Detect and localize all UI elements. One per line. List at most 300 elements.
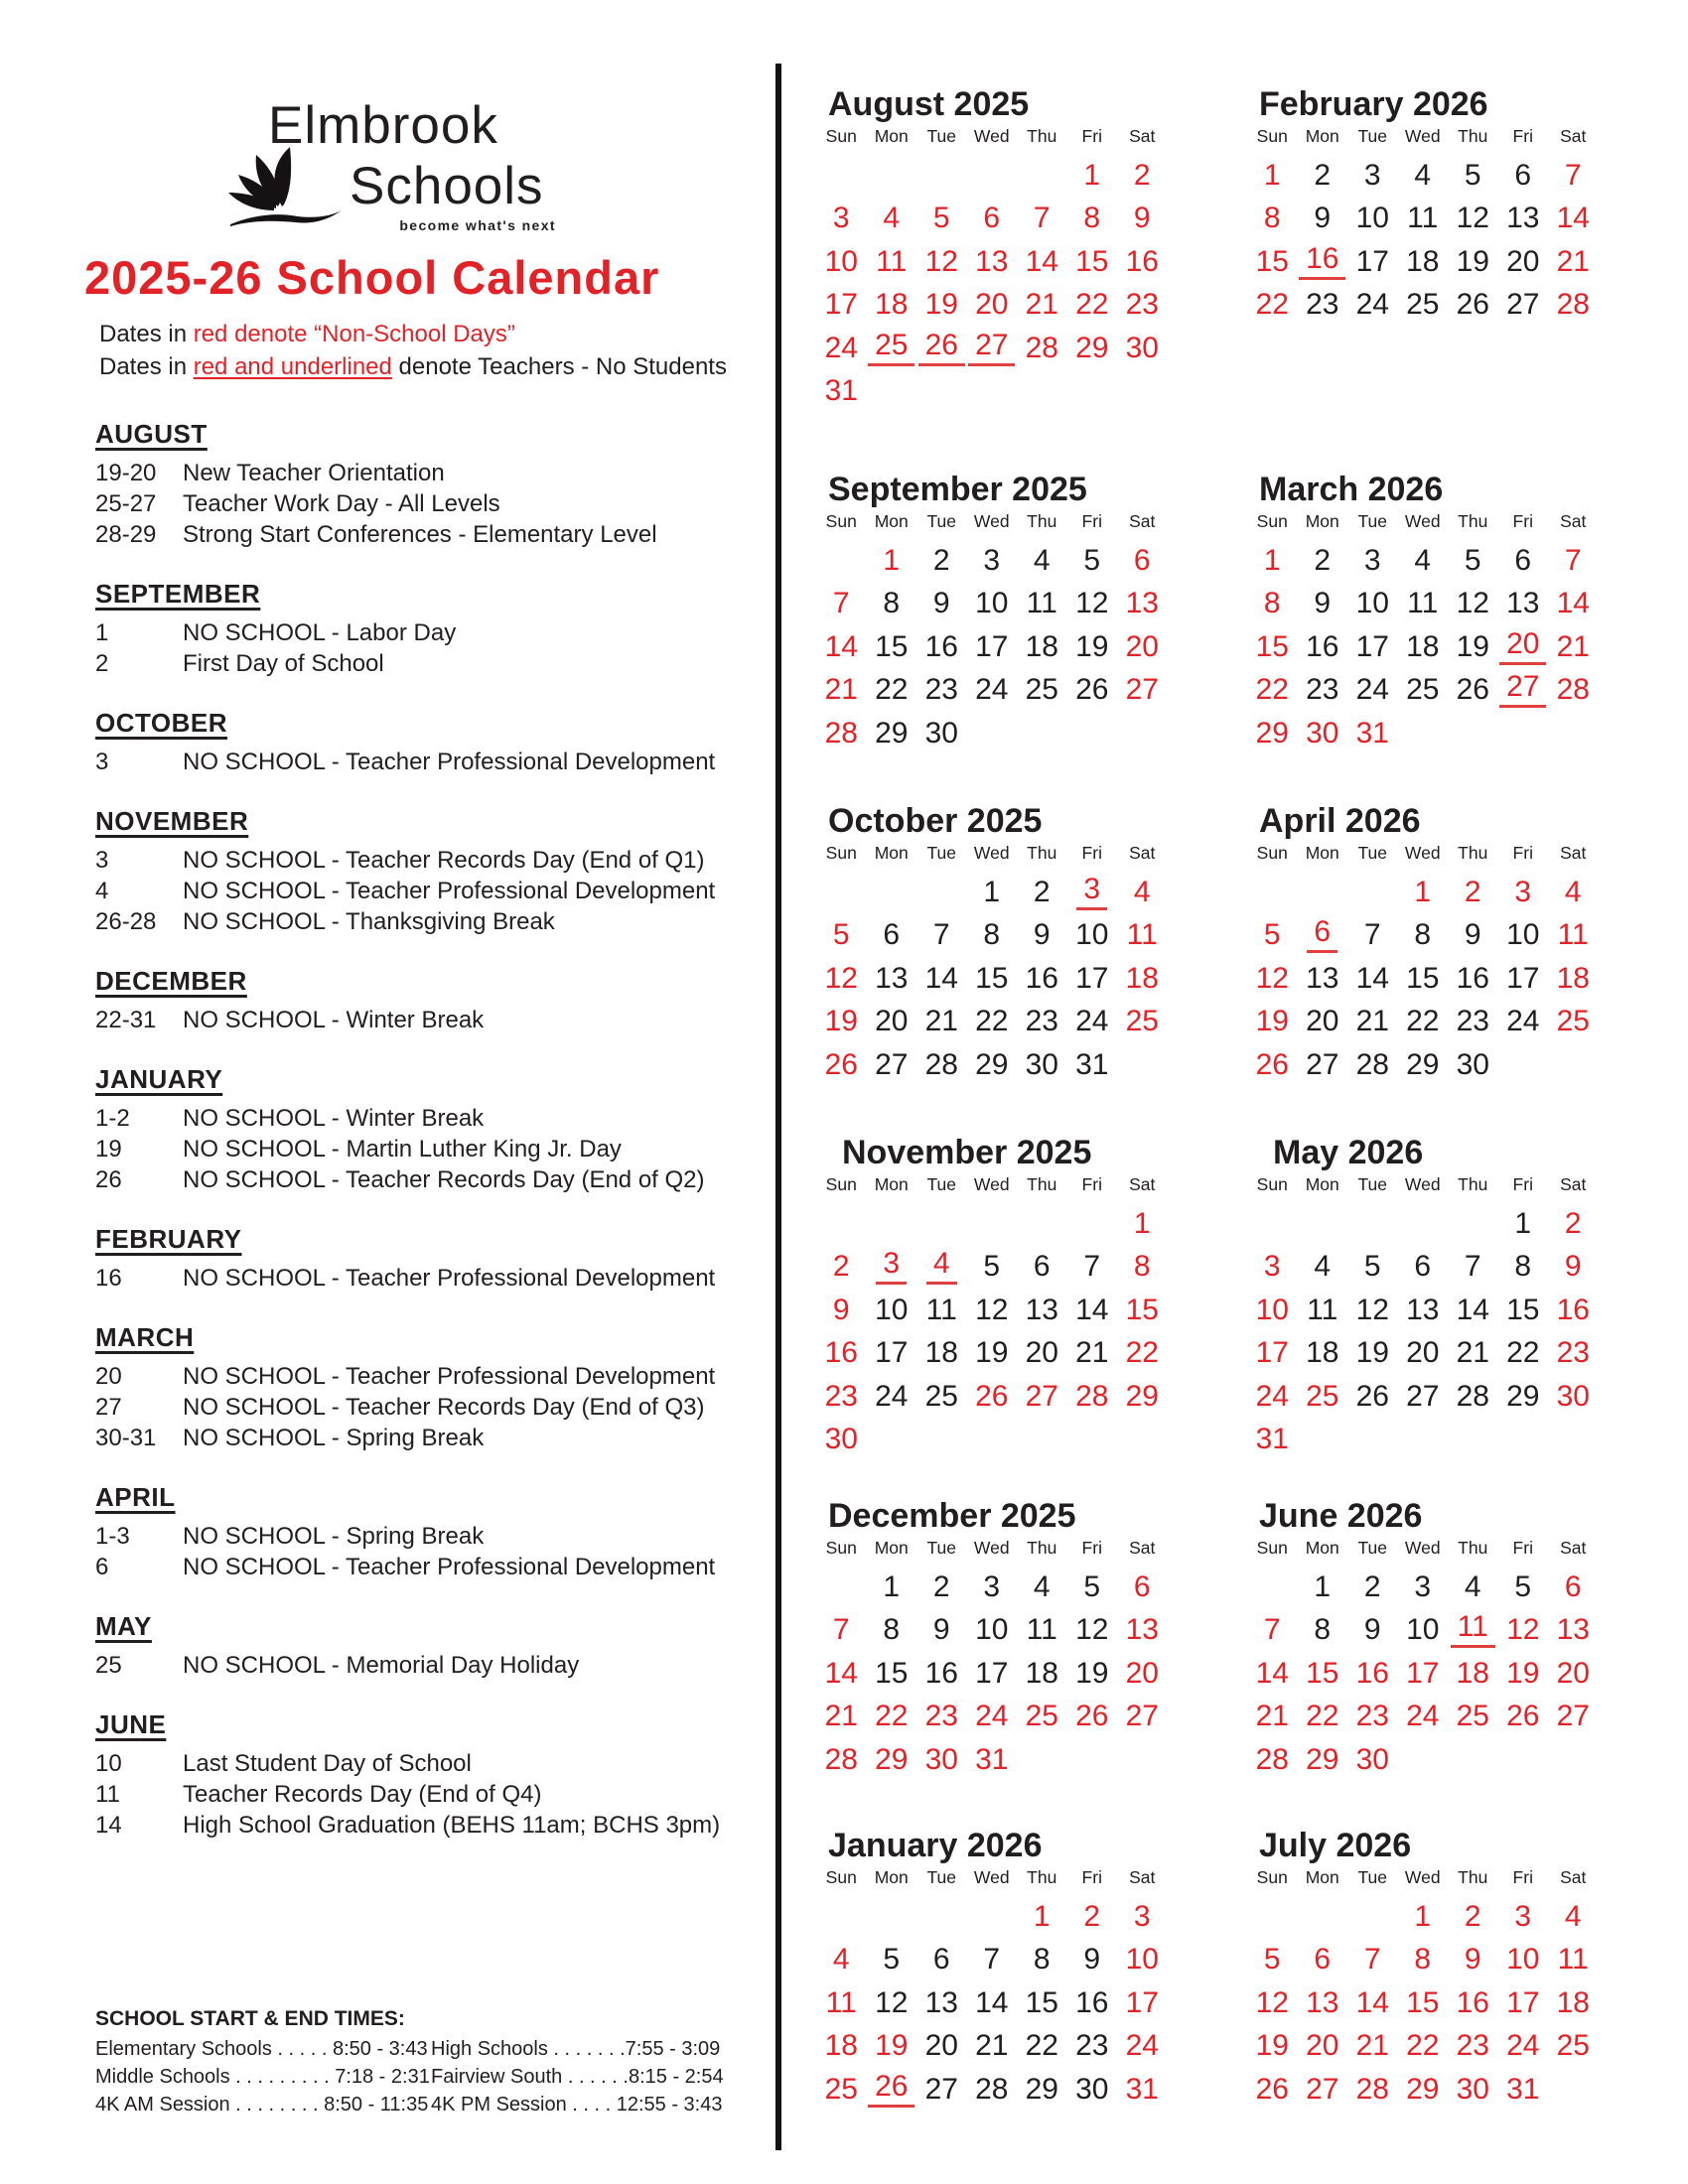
school-times-heading: SCHOOL START & END TIMES: (95, 2007, 405, 2030)
day-cell (1298, 1939, 1348, 1982)
day-number: 25 (1556, 2029, 1590, 2063)
day-cell (1298, 669, 1348, 713)
day-number: 14 (1025, 244, 1058, 278)
empty-cell (1298, 1202, 1348, 1246)
day-number: 27 (1506, 288, 1540, 322)
event-row (95, 1552, 767, 1582)
day-name: Sat (1129, 1174, 1156, 1194)
day-number: 25 (824, 2072, 858, 2106)
day-number: 19 (975, 1336, 1009, 1370)
day-cell (1017, 957, 1067, 1001)
event-date: 25 (95, 1652, 122, 1679)
event-description: NO SCHOOL - Teacher Professional Development (183, 1363, 716, 1390)
day-number: 14 (924, 961, 958, 995)
day-cell (916, 1332, 967, 1376)
day-cell (1448, 284, 1498, 328)
day-name: Mon (1305, 843, 1339, 863)
day-name: Sat (1129, 511, 1156, 531)
day-cell (1548, 1202, 1599, 1246)
calendar-month-title: April 2026 (1259, 802, 1421, 840)
day-number: 17 (1506, 961, 1540, 995)
day-number: 17 (824, 288, 858, 322)
day-number: 14 (1075, 1293, 1109, 1326)
day-number: 13 (924, 1985, 958, 2019)
day-name: Tue (1357, 843, 1387, 863)
day-number: 20 (1306, 2029, 1339, 2063)
day-number: 12 (975, 1293, 1009, 1326)
day-cell (1117, 957, 1168, 1001)
day-name: Fri (1512, 511, 1533, 531)
day-number: 12 (1075, 587, 1109, 620)
empty-cell (916, 871, 967, 914)
day-cell (1347, 1246, 1398, 1290)
day-cell (967, 914, 1018, 958)
day-cell (816, 198, 867, 241)
day-name: Tue (1357, 1538, 1387, 1558)
day-number: 4 (1414, 543, 1432, 577)
day-cell (1067, 914, 1118, 958)
day-number: 1 (1514, 1206, 1532, 1240)
day-cell (1548, 669, 1599, 713)
day-cell (1298, 712, 1348, 755)
day-cell (1117, 1289, 1168, 1332)
day-number: 24 (875, 1379, 909, 1413)
day-cell (1117, 1375, 1168, 1419)
day-cell (1117, 669, 1168, 713)
day-number: 11 (1407, 587, 1439, 620)
event-row (95, 1423, 767, 1453)
event-description: NO SCHOOL - Winter Break (183, 1007, 485, 1033)
calendar-day-header (1247, 1173, 1601, 1195)
event-row (95, 1650, 767, 1681)
day-number: 12 (824, 961, 858, 995)
day-number: 26 (1255, 2072, 1289, 2106)
day-cell (967, 957, 1018, 1001)
day-name: Thu (1027, 1538, 1057, 1558)
empty-cell (1298, 871, 1348, 914)
day-cell (916, 1289, 967, 1332)
day-name: Fri (1512, 1174, 1533, 1194)
day-cell (867, 1289, 917, 1332)
day-number: 31 (975, 1742, 1009, 1776)
day-cell (1548, 284, 1599, 328)
day-number: 28 (1456, 1379, 1489, 1413)
day-number: 7 (832, 587, 850, 620)
day-cell (1498, 1375, 1549, 1419)
day-number: 8 (1414, 1943, 1432, 1977)
day-number: 19 (875, 2029, 909, 2063)
day-number: 11 (1557, 918, 1589, 952)
day-cell (1067, 327, 1118, 370)
day-cell (1347, 240, 1398, 284)
day-cell (1347, 154, 1398, 198)
day-cell (916, 1001, 967, 1044)
event-date: 30-31 (95, 1425, 157, 1451)
day-number: 6 (1514, 543, 1532, 577)
day-cell (816, 327, 867, 370)
school-times-grid (95, 2036, 771, 2117)
day-cell (1117, 871, 1168, 914)
day-number: 10 (975, 587, 1009, 620)
day-number: 3 (876, 1249, 907, 1285)
day-cell (867, 1566, 917, 1609)
day-number: 17 (875, 1336, 909, 1370)
day-cell (1298, 1696, 1348, 1739)
day-cell (1498, 1001, 1549, 1044)
day-cell (816, 1001, 867, 1044)
day-cell (916, 539, 967, 583)
day-cell (1298, 1043, 1348, 1087)
day-number: 25 (924, 1379, 958, 1413)
day-name: Wed (973, 1174, 1010, 1194)
day-number: 10 (1506, 918, 1540, 952)
day-number: 26 (918, 331, 965, 366)
day-number: 14 (824, 1656, 858, 1690)
event-row (95, 1164, 767, 1195)
day-number: 26 (1075, 673, 1109, 707)
day-number: 4 (1033, 1570, 1051, 1603)
day-cell (867, 1738, 917, 1782)
day-cell (1298, 539, 1348, 583)
day-number: 9 (832, 1293, 850, 1326)
calendar-month-title: May 2026 (1273, 1134, 1424, 1171)
day-number: 31 (1355, 716, 1389, 750)
day-name: Thu (1458, 1538, 1488, 1558)
day-cell (1398, 1939, 1449, 1982)
day-cell (916, 284, 967, 328)
day-cell (916, 327, 967, 370)
day-number: 31 (1075, 1047, 1109, 1081)
day-number: 1 (1263, 158, 1281, 192)
day-number: 19 (1075, 629, 1109, 663)
day-number: 2 (1464, 875, 1481, 908)
day-number: 5 (1464, 543, 1481, 577)
event-description: NO SCHOOL - Teacher Records Day (End of Q3) (183, 1394, 705, 1421)
day-cell (1548, 1895, 1599, 1939)
day-name: Sat (1129, 843, 1156, 863)
day-number: 8 (1263, 202, 1281, 235)
day-number: 13 (1025, 1293, 1058, 1326)
day-number: 29 (1406, 2072, 1440, 2106)
day-number: 29 (1306, 1742, 1339, 1776)
day-cell (1498, 1939, 1549, 1982)
day-number: 25 (1025, 1700, 1058, 1733)
day-number: 5 (1083, 1570, 1101, 1603)
day-cell (867, 1246, 917, 1290)
event-month-heading: JANUARY (95, 1064, 223, 1094)
day-cell (1017, 1652, 1067, 1696)
day-number: 12 (1456, 587, 1489, 620)
day-number: 11 (876, 244, 908, 278)
day-number: 28 (824, 716, 858, 750)
day-cell (1448, 1895, 1498, 1939)
day-number: 1 (983, 875, 1001, 908)
day-number: 3 (983, 1570, 1001, 1603)
day-cell (1247, 1419, 1298, 1462)
day-cell (1247, 1289, 1298, 1332)
day-cell (867, 712, 917, 755)
day-cell (1498, 2068, 1549, 2112)
legend-note-2 (99, 350, 727, 383)
day-cell (916, 1652, 967, 1696)
day-number: 5 (983, 1250, 1001, 1284)
day-cell (1247, 1981, 1298, 2025)
day-number: 9 (932, 587, 950, 620)
event-section (95, 1709, 767, 1841)
day-cell (1398, 583, 1449, 626)
day-cell (816, 1939, 867, 1982)
day-number: 20 (1499, 629, 1546, 665)
day-number: 30 (1355, 1742, 1389, 1776)
day-cell (1298, 1981, 1348, 2025)
day-number: 14 (1355, 1985, 1389, 2019)
day-number: 5 (832, 918, 850, 952)
day-name: Sat (1129, 1867, 1156, 1887)
day-cell (1448, 583, 1498, 626)
day-name: Sat (1560, 843, 1587, 863)
day-name: Thu (1458, 1867, 1488, 1887)
day-number: 6 (1307, 917, 1337, 953)
calendar-day-header (816, 1866, 1170, 1888)
day-cell (1298, 1738, 1348, 1782)
day-number: 5 (1514, 1570, 1532, 1603)
day-name: Mon (1305, 126, 1339, 146)
day-number: 4 (832, 1943, 850, 1977)
day-number: 22 (875, 673, 909, 707)
day-number: 16 (1456, 1985, 1489, 2019)
day-cell (867, 284, 917, 328)
calendar-grid (1247, 1895, 1601, 2112)
day-cell (816, 1043, 867, 1087)
day-cell (1398, 2025, 1449, 2069)
day-number: 8 (1263, 587, 1281, 620)
event-description: Teacher Work Day - All Levels (183, 490, 500, 517)
day-number: 2 (1564, 1206, 1582, 1240)
time-entry: Middle Schools . . . . . . . . . 7:18 - 2:31 (95, 2066, 430, 2088)
day-number: 17 (1506, 1985, 1540, 2019)
day-number: 30 (1456, 2072, 1489, 2106)
day-cell (1017, 1289, 1067, 1332)
event-date: 1-2 (95, 1105, 130, 1132)
event-date: 26 (95, 1166, 122, 1193)
day-cell (916, 1939, 967, 1982)
day-cell (1347, 1289, 1398, 1332)
day-cell (1247, 198, 1298, 241)
day-cell (816, 370, 867, 414)
day-cell (1347, 1001, 1398, 1044)
day-cell (1347, 712, 1398, 755)
event-description: NO SCHOOL - Teacher Records Day (End of Q1) (183, 847, 705, 874)
day-cell (916, 1043, 967, 1087)
event-month-heading: NOVEMBER (95, 806, 249, 836)
day-number: 11 (925, 1293, 957, 1326)
day-number: 10 (1355, 587, 1389, 620)
day-number: 17 (1406, 1656, 1440, 1690)
day-cell (816, 284, 867, 328)
day-cell (1067, 1289, 1118, 1332)
day-cell (1448, 154, 1498, 198)
day-cell (1347, 1939, 1398, 1982)
day-cell (1247, 1332, 1298, 1376)
day-number: 1 (1414, 875, 1432, 908)
day-name: Mon (874, 1867, 909, 1887)
day-number: 15 (1306, 1656, 1339, 1690)
day-cell (1117, 1939, 1168, 1982)
day-cell (1247, 2025, 1298, 2069)
day-number: 19 (1456, 629, 1489, 663)
calendar-day-header (1247, 125, 1601, 147)
day-number: 18 (1406, 244, 1440, 278)
day-number: 9 (932, 1613, 950, 1647)
day-cell (1347, 1738, 1398, 1782)
calendar-grid (816, 871, 1170, 1087)
day-number: 8 (883, 1613, 901, 1647)
day-cell (1548, 1566, 1599, 1609)
day-number: 14 (1255, 1656, 1289, 1690)
day-number: 13 (975, 244, 1009, 278)
day-name: Fri (1081, 843, 1102, 863)
day-cell (967, 1246, 1018, 1290)
day-cell (1498, 198, 1549, 241)
leaf-book-icon (220, 145, 344, 235)
day-number: 8 (883, 587, 901, 620)
day-number: 28 (1355, 1047, 1389, 1081)
day-cell (967, 1939, 1018, 1982)
day-number: 11 (1557, 1943, 1589, 1977)
day-number: 13 (1306, 961, 1339, 995)
note2-suffix: denote Teachers - No Students (391, 353, 727, 380)
day-number: 16 (1456, 961, 1489, 995)
day-cell (1017, 914, 1067, 958)
logo-tagline: become what's next (399, 217, 556, 233)
day-number: 22 (1125, 1336, 1159, 1370)
day-cell (916, 1566, 967, 1609)
day-cell (1498, 1202, 1549, 1246)
day-cell (1117, 583, 1168, 626)
day-cell (967, 1375, 1018, 1419)
day-number: 29 (1075, 331, 1109, 364)
day-cell (1448, 871, 1498, 914)
day-cell (1017, 1332, 1067, 1376)
day-cell (867, 1332, 917, 1376)
day-cell (816, 914, 867, 958)
empty-cell (1067, 1202, 1118, 1246)
day-cell (916, 1981, 967, 2025)
day-cell (1347, 914, 1398, 958)
day-cell (916, 1738, 967, 1782)
day-name: Mon (874, 126, 909, 146)
day-number: 30 (1125, 331, 1159, 364)
event-date: 28-29 (95, 521, 157, 548)
day-number: 7 (932, 918, 950, 952)
note2-red: red and underlined (193, 353, 392, 380)
day-cell (1548, 154, 1599, 198)
day-cell (1548, 625, 1599, 669)
day-cell (1247, 669, 1298, 713)
mini-calendar (1247, 1827, 1601, 2112)
day-number: 27 (1125, 673, 1159, 707)
day-cell (1347, 1981, 1398, 2025)
day-cell (1347, 1609, 1398, 1653)
day-number: 28 (1255, 1742, 1289, 1776)
day-name: Sun (825, 843, 857, 863)
day-cell (1498, 1895, 1549, 1939)
day-name: Sat (1560, 1538, 1587, 1558)
day-number: 2 (932, 543, 950, 577)
day-number: 6 (1414, 1250, 1432, 1284)
day-name: Sat (1129, 126, 1156, 146)
day-cell (967, 1043, 1018, 1087)
day-cell (1548, 1939, 1599, 1982)
day-number: 8 (983, 918, 1001, 952)
day-name: Tue (926, 843, 956, 863)
event-row (95, 648, 767, 679)
legend-note-1 (99, 318, 727, 350)
day-cell (1498, 914, 1549, 958)
empty-cell (1247, 1566, 1298, 1609)
day-cell (967, 669, 1018, 713)
day-number: 11 (1307, 1293, 1338, 1326)
event-description: NO SCHOOL - Thanksgiving Break (183, 908, 555, 935)
day-cell (1448, 669, 1498, 713)
day-number: 18 (875, 288, 909, 322)
day-number: 29 (1025, 2072, 1058, 2106)
day-number: 7 (832, 1613, 850, 1647)
day-number: 13 (1506, 202, 1540, 235)
day-number: 18 (1025, 1656, 1058, 1690)
day-number: 2 (1133, 158, 1151, 192)
event-description: New Teacher Orientation (183, 460, 445, 486)
day-number: 31 (1506, 2072, 1540, 2106)
calendar-day-header (1247, 510, 1601, 532)
day-number: 6 (1033, 1250, 1051, 1284)
day-number: 17 (1125, 1985, 1159, 2019)
day-number: 16 (1355, 1656, 1389, 1690)
day-number: 15 (1125, 1293, 1159, 1326)
calendar-grid (1247, 539, 1601, 755)
day-cell (816, 1289, 867, 1332)
day-number: 28 (824, 1742, 858, 1776)
day-number: 28 (1556, 673, 1590, 707)
day-cell (1247, 1001, 1298, 1044)
day-name: Wed (1404, 126, 1441, 146)
day-cell (1448, 1981, 1498, 2025)
day-number: 6 (1514, 158, 1532, 192)
day-cell (1117, 1609, 1168, 1653)
day-cell (1298, 2025, 1348, 2069)
event-month-heading: MARCH (95, 1322, 195, 1352)
day-cell (967, 625, 1018, 669)
day-number: 18 (1556, 961, 1590, 995)
day-cell (1017, 240, 1067, 284)
day-cell (867, 1375, 917, 1419)
day-cell (1017, 539, 1067, 583)
day-cell (1398, 914, 1449, 958)
day-cell (1448, 1566, 1498, 1609)
day-name: Fri (1512, 126, 1533, 146)
day-number: 30 (824, 1423, 858, 1456)
day-number: 23 (1306, 288, 1339, 322)
day-number: 13 (1125, 1613, 1159, 1647)
day-cell (916, 625, 967, 669)
day-number: 6 (1133, 1570, 1151, 1603)
day-number: 8 (1414, 918, 1432, 952)
day-number: 23 (824, 1379, 858, 1413)
day-cell (1067, 1696, 1118, 1739)
day-number: 16 (824, 1336, 858, 1370)
day-cell (916, 712, 967, 755)
day-cell (967, 2068, 1018, 2112)
